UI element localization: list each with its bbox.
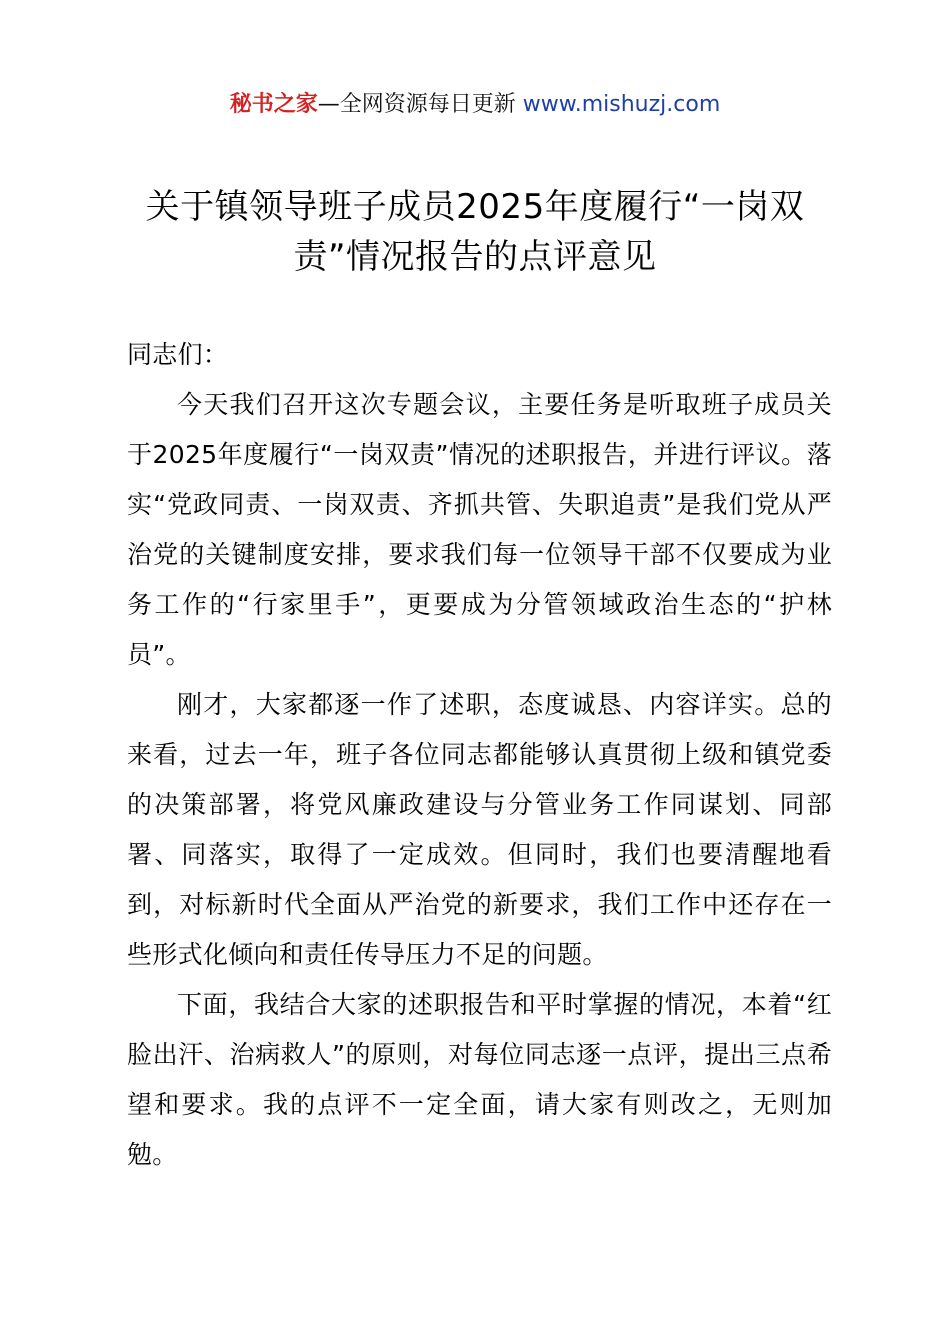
salutation: 同志们： — [127, 340, 229, 369]
site-url-link[interactable]: www.mishuzj.com — [522, 92, 721, 117]
document-body — [127, 330, 832, 1180]
site-header — [0, 88, 950, 122]
site-tagline: —全网资源每日更新 — [317, 92, 516, 117]
brand-name: 秘书之家 — [229, 92, 318, 117]
document-title: 关于镇领导班子成员2025年度履行“一岗双责”情况报告的点评意见 — [145, 187, 805, 277]
paragraph-1: 今天我们召开这次专题会议，主要任务是听取班子成员关于2025年度履行“一岗双责”情况的述职报告，并进行评议。落实“党政同责、一岗双责、齐抓共管、失职追责”是我们党从严治党的关键制度安排，要求我们每一位领导干部不仅要成为业务工作的“行家里手”，更要成为分管领域政治生态的“护林员”。 — [127, 390, 832, 669]
paragraph-3: 下面，我结合大家的述职报告和平时掌握的情况，本着“红脸出汗、治病救人”的原则，对每位同志逐一点评，提出三点希望和要求。我的点评不一定全面，请大家有则改之，无则加勉。 — [127, 990, 832, 1169]
paragraph-2: 刚才，大家都逐一作了述职，态度诚恳、内容详实。总的来看，过去一年，班子各位同志都能够认真贯彻上级和镇党委的决策部署，将党风廉政建设与分管业务工作同谋划、同部署、同落实，取得了一定成效。但同时，我们也要清醒地看到，对标新时代全面从严治党的新要求，我们工作中还存在一些形式化倾向和责任传导压力不足的问题。 — [127, 690, 832, 969]
